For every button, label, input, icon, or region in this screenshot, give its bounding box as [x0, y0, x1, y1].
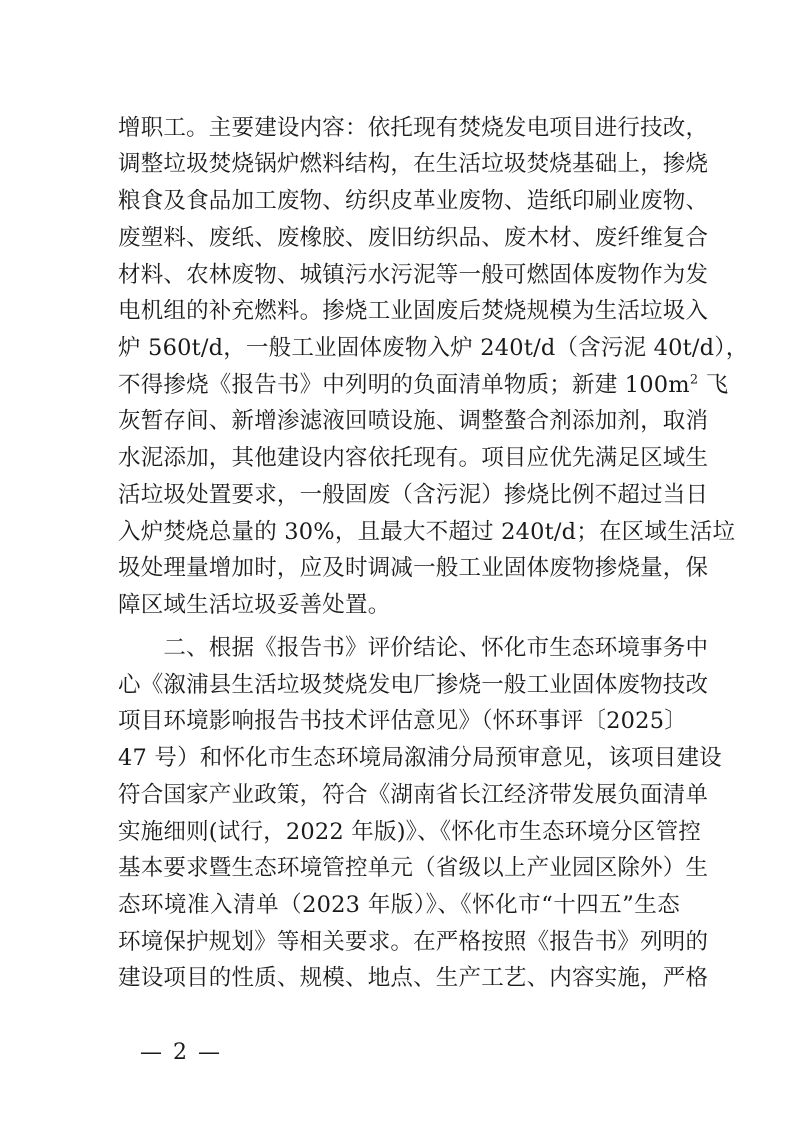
body-text-line [118, 371, 729, 399]
body-text-line: 圾处理量增加时，应及时调减一般工业固体废物掺烧量，保 [118, 555, 709, 581]
page-number: — 2 — [140, 1040, 222, 1065]
body-text-line: 态环境准入清单（2023 年版）》、《怀化市“十四五”生态 [118, 892, 680, 918]
body-text-line: 建设项目的性质、规模、地点、生产工艺、内容实施，严格 [118, 965, 709, 991]
body-text-segment: 飞 [698, 372, 729, 398]
body-text-line: 实施细则(试行，2022 年版)》、《怀化市生态环境分区管控 [118, 819, 701, 845]
body-text-line: 环境保护规划》等相关要求。在严格按照《报告书》列明的 [118, 929, 709, 955]
body-text-line: 电机组的补充燃料。掺烧工业固废后焚烧规模为生活垃圾入 [118, 298, 709, 324]
body-text-line: 47 号）和怀化市生态环境局溆浦分局预审意见，该项目建设 [118, 745, 722, 771]
body-text-line: 项目环境影响报告书技术评估意见》（怀环事评〔2025〕 [118, 708, 687, 734]
body-text-line: 水泥添加，其他建设内容依托现有。项目应优先满足区域生 [118, 445, 709, 471]
body-text-line: 材料、农林废物、城镇污水污泥等一般可燃固体废物作为发 [118, 262, 709, 288]
body-text-line: 二、根据《报告书》评价结论、怀化市生态环境事务中 [118, 635, 709, 661]
body-text-line: 入炉焚烧总量的 30%，且最大不超过 240t/d；在区域生活垃 [118, 519, 736, 545]
body-text-line: 基本要求暨生态环境管控单元（省级以上产业园区除外）生 [118, 855, 709, 881]
body-text-line: 心《溆浦县生活垃圾焚烧发电厂掺烧一般工业固体废物技改 [118, 672, 709, 698]
body-text-line: 粮食及食品加工废物、纺织皮革业废物、造纸印刷业废物、 [118, 188, 709, 214]
superscript: 2 [689, 372, 699, 388]
body-text-line: 调整垃圾焚烧锅炉燃料结构，在生活垃圾焚烧基础上，掺烧 [118, 151, 709, 177]
body-text-line: 废塑料、废纸、废橡胶、废旧纺织品、废木材、废纤维复合 [118, 225, 709, 251]
body-text-segment: 不得掺烧《报告书》中列明的负面清单物质；新建 100m [118, 372, 690, 398]
body-text-line: 符合国家产业政策，符合《湖南省长江经济带发展负面清单 [118, 782, 709, 808]
body-text-line: 障区域生活垃圾妥善处置。 [118, 592, 391, 618]
body-text-line: 灰暂存间、新增渗滤液回喷设施、调整螯合剂添加剂，取消 [118, 408, 709, 434]
body-text-line: 活垃圾处置要求，一般固废（含污泥）掺烧比例不超过当日 [118, 482, 709, 508]
body-text-line: 增职工。主要建设内容：依托现有焚烧发电项目进行技改， [118, 115, 709, 141]
body-text-line: 炉 560t/d，一般工业固体废物入炉 240t/d（含污泥 40t/d）， [118, 335, 749, 361]
